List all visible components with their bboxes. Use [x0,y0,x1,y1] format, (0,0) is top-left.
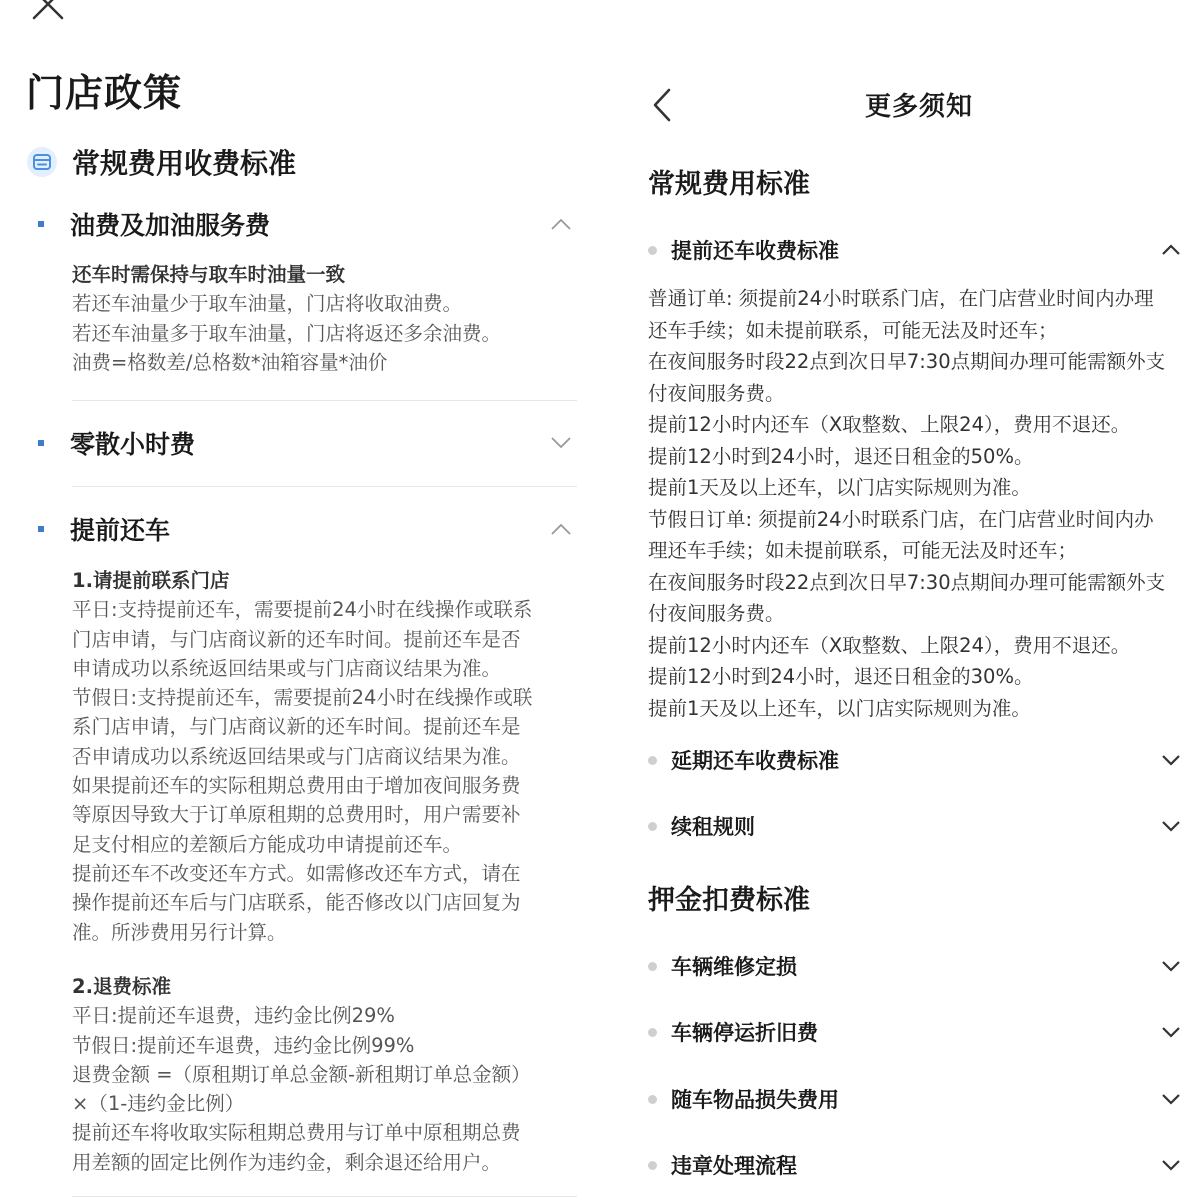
bullet-marker [38,526,44,532]
chevron-down-icon[interactable] [1160,1158,1182,1172]
block-title: 1.请提前联系门店 [72,569,230,592]
bullet-marker [38,221,44,227]
more-notice-panel [620,0,1200,1200]
accordion-fuel-fee[interactable] [38,202,578,246]
bullet-dot [648,756,657,765]
accordion-title: 续租规则 [671,815,755,839]
notice-line: 提前12小时内还车（X取整数、上限24），费用不退还。 [648,413,1131,436]
accordion-title: 提前还车收费标准 [671,239,839,263]
accordion-title: 车辆停运折旧费 [671,1021,818,1045]
chevron-down-icon[interactable] [1160,1025,1182,1039]
fuel-fee-line: 油费=格数差/总格数*油箱容量*油价 [72,350,388,374]
notice-line: 在夜间服务时段22点到次日早7:30点期间办理可能需额外支 [648,350,1166,373]
notice-line: 节假日订单: 须提前24小时联系门店，在门店营业时间内办 [648,507,1154,531]
chevron-down-icon[interactable] [1160,959,1182,973]
fuel-fee-content [72,260,572,377]
section-title: 常规费用收费标准 [72,147,297,180]
bullet-marker [38,440,44,446]
notice-line: 提前12小时内还车（X取整数、上限24），费用不退还。 [648,633,1131,657]
accordion-title: 油费及加油服务费 [70,211,271,240]
page-title: 门店政策 [26,71,183,115]
accordion-vehicle-repair[interactable] [648,946,1188,986]
policy-line: 系门店申请，与门店商议新的还车时间。提前还车是 [72,715,521,739]
notice-line: 提前12小时到24小时，退还日租金的30%。 [648,665,1034,688]
accordion-title: 车辆维修定损 [671,955,797,979]
chevron-down-icon[interactable] [550,436,572,450]
chevron-up-icon[interactable] [550,522,572,536]
block-title: 2.退费标准 [72,975,171,998]
fuel-fee-line: 若还车油量少于取车油量，门店将收取油费。 [72,292,463,316]
divider [72,486,577,487]
early-return-content [72,566,572,947]
notice-line: 付夜间服务费。 [648,381,785,405]
divider [72,1196,577,1197]
notice-line: 理还车手续；如未提前联系，可能无法及时还车； [648,539,1078,562]
policy-line: ×（1-违约金比例） [72,1092,245,1116]
notice-line: 提前1天及以上还车，以门店实际规则为准。 [648,476,1031,499]
accordion-title: 零散小时费 [70,430,196,459]
notice-line: 在夜间服务时段22点到次日早7:30点期间办理可能需额外支 [648,570,1166,594]
accordion-early-return-fee[interactable] [648,230,1188,270]
chevron-down-icon[interactable] [1160,1092,1182,1106]
accordion-early-return[interactable] [38,507,578,551]
accordion-title: 延期还车收费标准 [671,749,839,773]
policy-line: 操作提前还车后与门店联系，能否修改以门店回复为 [72,891,521,915]
policy-line: 提前还车不改变还车方式。如需修改还车方式，请在 [72,861,521,885]
section-title-regular-fees: 常规费用标准 [648,169,810,200]
accordion-title: 提前还车 [70,516,171,545]
policy-line: 退费金额 =（原租期订单总金额-新租期订单总金额） [72,1062,531,1086]
policy-line: 提前还车将收取实际租期总费用与订单中原租期总费 [72,1121,521,1145]
bullet-dot [648,1095,657,1104]
accordion-title: 随车物品损失费用 [671,1088,839,1112]
early-return-fee-content [648,283,1200,724]
policy-line: 准。所涉费用另行计算。 [72,920,287,944]
notice-line: 提前12小时到24小时，退还日租金的50%。 [648,444,1034,468]
notice-line: 付夜间服务费。 [648,602,785,625]
notice-line: 提前1天及以上还车，以门店实际规则为准。 [648,696,1031,720]
chevron-down-icon[interactable] [1160,753,1182,767]
bullet-dot [648,1161,657,1170]
section-header-regular-fees [26,142,296,182]
policy-line: 如果提前还车的实际租期总费用由于增加夜间服务费 [72,774,521,798]
bullet-dot [648,822,657,831]
accordion-hourly-fee[interactable] [38,421,578,465]
accordion-violation-process[interactable] [648,1145,1188,1185]
fee-standard-icon [26,146,58,178]
accordion-item-loss-fee[interactable] [648,1079,1188,1119]
accordion-renewal-rules[interactable] [648,806,1188,846]
policy-line: 平日:提前还车退费，违约金比例29% [72,1004,395,1028]
policy-line: 足支付相应的差额后方能成功申请提前还车。 [72,832,463,856]
policy-line: 节假日:支持提前还车，需要提前24小时在线操作或联 [72,686,533,710]
page-title: 更多须知 [865,92,974,122]
notice-line: 还车手续；如未提前联系，可能无法及时还车； [648,318,1058,342]
policy-line: 门店申请，与门店商议新的还车时间。提前还车是否 [72,627,521,651]
divider [72,400,577,401]
accordion-delay-return-fee[interactable] [648,740,1188,780]
policy-line: 等原因导致大于订单原租期的总费用时，用户需要补 [72,803,521,827]
close-icon[interactable] [30,0,66,22]
policy-line: 节假日:提前还车退费，违约金比例99% [72,1033,415,1057]
policy-line: 否申请成功以系统返回结果或与门店商议结果为准。 [72,744,521,768]
bullet-dot [648,1028,657,1037]
chevron-up-icon[interactable] [550,217,572,231]
back-arrow-icon[interactable] [652,88,672,122]
fuel-fee-line: 若还车油量多于取车油量，门店将返还多余油费。 [72,321,502,345]
policy-line: 申请成功以系统返回结果或与门店商议结果为准。 [72,656,502,680]
accordion-title: 违章处理流程 [671,1154,797,1178]
accordion-depreciation-fee[interactable] [648,1012,1188,1052]
section-title-deposit: 押金扣费标准 [648,885,810,916]
policy-line: 平日:支持提前还车，需要提前24小时在线操作或联系 [72,598,533,622]
chevron-down-icon[interactable] [1160,819,1182,833]
refund-standard-content [72,972,572,1177]
chevron-up-icon[interactable] [1160,243,1182,257]
bullet-dot [648,962,657,971]
policy-line: 用差额的固定比例作为违约金，剩余退还给用户。 [72,1150,502,1174]
fuel-fee-subtitle: 还车时需保持与取车时油量一致 [72,263,346,286]
bullet-dot [648,246,657,255]
notice-line: 普通订单: 须提前24小时联系门店，在门店营业时间内办理 [648,287,1154,310]
